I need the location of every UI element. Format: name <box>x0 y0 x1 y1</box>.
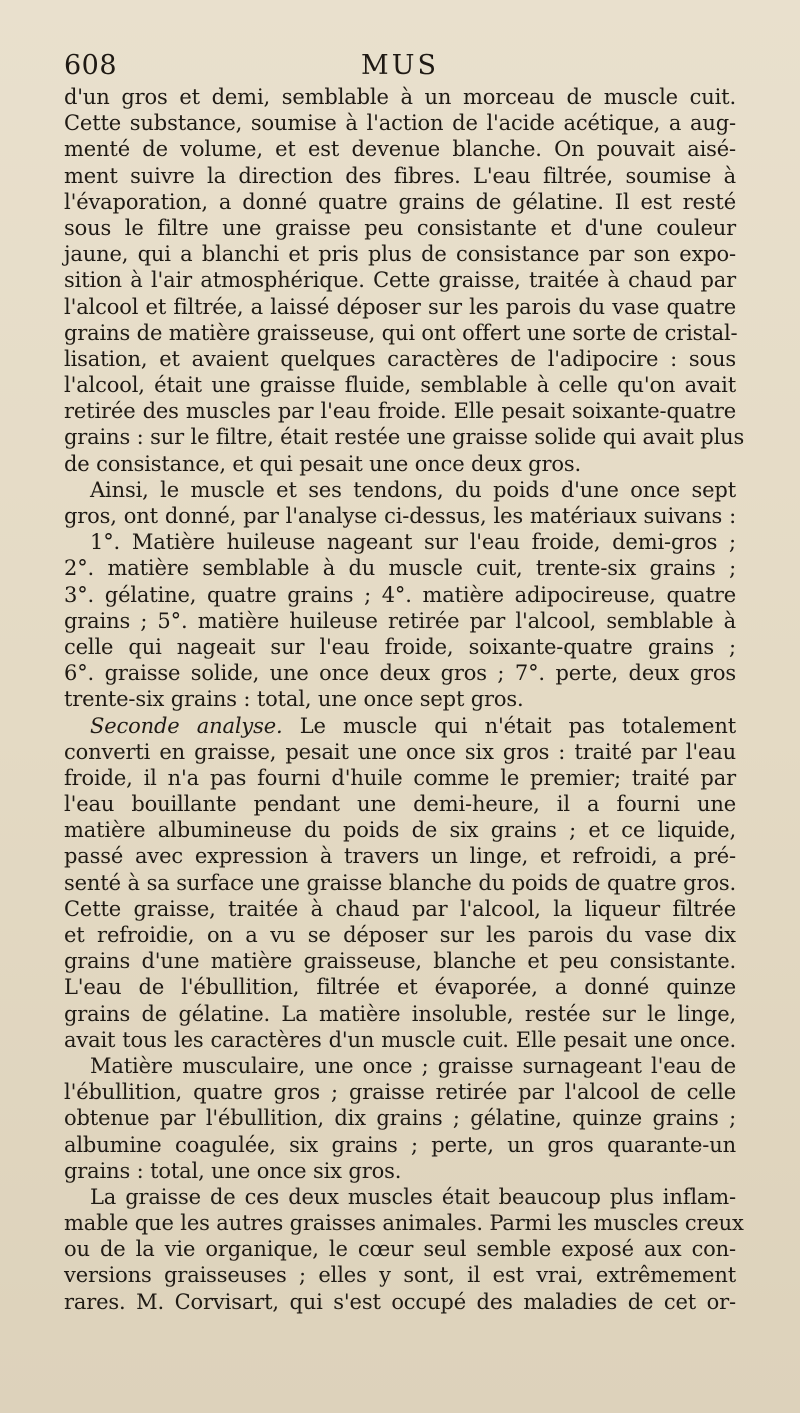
text-line: 2°. matière semblable à du muscle cuit, trente-six grains ; <box>64 556 736 581</box>
text-line: l'eau bouillante pendant une demi-heure, il a fourni une <box>64 792 736 817</box>
text-line: l'alcool et filtrée, a laissé déposer sur les parois du vase quatre <box>64 294 736 319</box>
text-line: 6°. graisse solide, une once deux gros ; 7°. perte, deux gros <box>64 661 736 686</box>
text-line: menté de volume, et est devenue blanche. On pouvait aisé- <box>64 137 736 162</box>
text-line: de consistance, et qui pesait une once deux gros. <box>64 451 581 476</box>
text-line: grains de matière graisseuse, qui ont offert une sorte de cristal- <box>64 320 738 345</box>
text-line: mable que les autres graisses animales. Parmi les muscles creux <box>64 1211 744 1236</box>
text-line: et refroidie, on a vu se déposer sur les parois du vase dix <box>64 923 736 947</box>
text-line: Matière musculaire, une once ; graisse surnageant l'eau de <box>90 1053 736 1078</box>
text-line: celle qui nageait sur l'eau froide, soixante-quatre grains ; <box>64 634 736 659</box>
section-heading: Seconde analyse. <box>90 713 283 738</box>
text-line: La graisse de ces deux muscles était beaucoup plus inflam- <box>90 1184 736 1209</box>
text-line: l'ébullition, quatre gros ; graisse retirée par l'alcool de celle <box>64 1080 736 1105</box>
text-line: versions graisseuses ; elles y sont, il est vrai, extrêmement <box>64 1263 736 1288</box>
text-line: Cette graisse, traitée à chaud par l'alcool, la liqueur filtrée <box>64 896 736 921</box>
text-line: 3°. gélatine, quatre grains ; 4°. matière adipocireuse, quatre <box>64 582 736 607</box>
text-line: passé avec expression à travers un linge, et refroidi, a pré- <box>64 844 736 869</box>
text-line: l'alcool, était une graisse fluide, semblable à celle qu'on avait <box>64 373 736 398</box>
text-line: grains : total, une once six gros. <box>64 1158 402 1183</box>
text-line: ment suivre la direction des fibres. L'eau filtrée, soumise à <box>64 163 736 188</box>
text-line: avait tous les caractères d'un muscle cuit. Elle pesait une once. <box>64 1027 736 1052</box>
text-line: trente-six grains : total, une once sept gros. <box>64 687 524 712</box>
page-header <box>64 50 736 88</box>
text-line: gros, ont donné, par l'analyse ci-dessus, les matériaux suivans : <box>64 504 736 528</box>
text-line: senté à sa surface une graisse blanche du poids de quatre gros. <box>64 870 736 895</box>
text-line: grains de gélatine. La matière insoluble, restée sur le linge, <box>64 1001 736 1026</box>
text-line: l'évaporation, a donné quatre grains de gélatine. Il est resté <box>64 189 736 214</box>
text-line: d'un gros et demi, semblable à un morceau de muscle cuit. <box>64 85 736 109</box>
text-line: albumine coagulée, six grains ; perte, un gros quarante-un <box>64 1132 736 1157</box>
page-number: 608 <box>64 50 118 81</box>
text-line: lisation, et avaient quelques caractères de l'adipocire : sous <box>64 346 736 371</box>
text-line: grains : sur le filtre, était restée une graisse solide qui avait plus <box>64 425 745 450</box>
text-line: froide, il n'a pas fourni d'huile comme le premier; traité par <box>64 765 736 790</box>
text-line: 1°. Matière huileuse nageant sur l'eau froide, demi-gros ; <box>90 530 736 555</box>
body-text <box>64 84 745 1315</box>
running-head: MUS <box>361 50 439 81</box>
text-line: rares. M. Corvisart, qui s'est occupé des maladies de cet or- <box>64 1289 736 1314</box>
text-line: retirée des muscles par l'eau froide. Elle pesait soixante-quatre <box>64 399 736 424</box>
text-line: sous le filtre une graisse peu consistante et d'une couleur <box>64 215 736 240</box>
text-line: ou de la vie organique, le cœur seul semble exposé aux con- <box>64 1237 736 1262</box>
text-line: grains d'une matière graisseuse, blanche et peu consistante. <box>64 949 736 974</box>
text-line: L'eau de l'ébullition, filtrée et évaporée, a donné quinze <box>64 975 736 1000</box>
text-line: converti en graisse, pesait une once six gros : traité par l'eau <box>64 739 736 764</box>
text-line: grains ; 5°. matière huileuse retirée par l'alcool, semblable à <box>64 608 736 633</box>
text-line <box>64 713 736 739</box>
text-line: sition à l'air atmosphérique. Cette graisse, traitée à chaud par <box>64 268 736 293</box>
text-line: jaune, qui a blanchi et pris plus de consistance par son expo- <box>64 242 736 267</box>
text-line: matière albumineuse du poids de six grains ; et ce liquide, <box>64 818 736 843</box>
text-line: Cette substance, soumise à l'action de l'acide acétique, a aug- <box>64 111 736 136</box>
text-line-rest: Le muscle qui n'était pas totalement <box>299 713 736 738</box>
text-line: Ainsi, le muscle et ses tendons, du poids d'une once sept <box>90 477 736 502</box>
text-line: obtenue par l'ébullition, dix grains ; gélatine, quinze grains ; <box>64 1106 736 1131</box>
